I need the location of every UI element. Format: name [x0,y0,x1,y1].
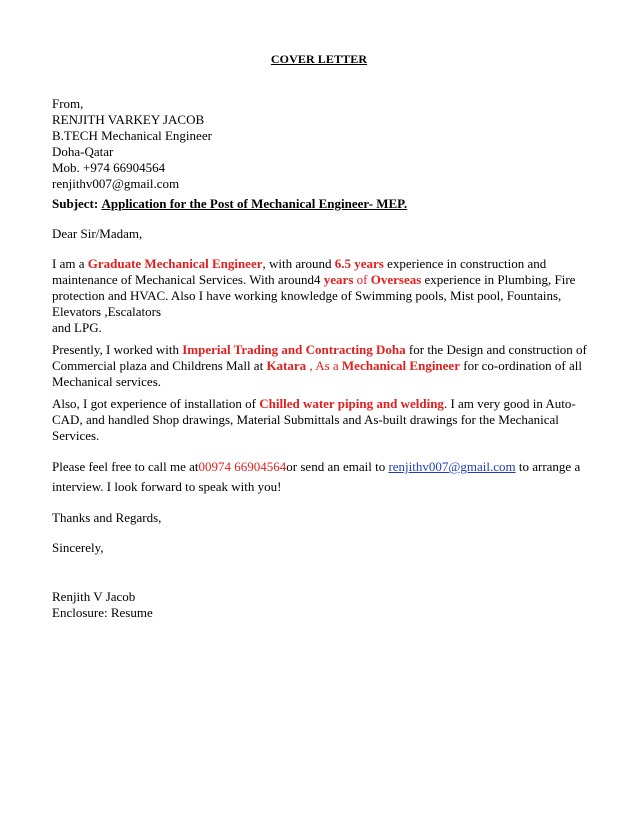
text-run: Also, I got experience of installation of [52,396,260,411]
subject-label: Subject: [52,196,99,211]
text-line: Mechanical services. [52,374,162,389]
signature-block [52,589,588,621]
paragraph-experience [52,342,588,390]
highlight-company: Imperial Trading and Contracting Doha [182,342,406,357]
highlight-years: 6.5 years [334,256,384,271]
phone-number[interactable]: 00974 66904564 [198,459,287,474]
text-line: interview. I look forward to speak with you! [52,479,282,494]
paragraph-intro [52,256,588,336]
text-run: I am a [52,256,88,271]
salutation [52,226,588,242]
highlight-role: Mechanical Engineer [341,358,460,373]
enclosure-line: Enclosure: Resume [52,605,153,620]
closing-sincerely [52,540,588,556]
highlight-katara: Katara [266,358,307,373]
text-line: CAD, and handled Shop drawings, Material Submittals and As-built drawings for the Mechanical [52,412,559,427]
text-run: Please feel free to call me at [52,459,199,474]
text-line: Elevators ,Escalators [52,304,162,319]
sender-location: Doha-Qatar [52,144,114,159]
text-run: maintenance of Mechanical Services. With around4 [52,272,324,287]
from-label: From, [52,96,84,111]
sender-name: RENJITH VARKEY JACOB [52,112,205,127]
closing-text: Sincerely, [52,540,104,555]
text-run: experience in Plumbing, Fire [421,272,576,287]
highlight-degree: Graduate Mechanical Engineer [87,256,263,271]
subject-line [52,196,588,212]
page-title: COVER LETTER [270,52,368,66]
salutation-text: Dear Sir/Madam, [52,226,143,241]
signature-name: Renjith V Jacob [52,589,136,604]
text-line: protection and HVAC. Also I have working knowledge of Swimming pools, Mist pool, Fountains, [52,288,562,303]
closing-text: Thanks and Regards, [52,510,162,525]
paragraph-contact [52,457,588,497]
sender-email: renjithv007@gmail.com [52,176,180,191]
sender-mobile: Mob. +974 66904564 [52,160,166,175]
text-run: Commercial plaza and Childrens Mall at [52,358,267,373]
text-run: . I am very good in Auto- [443,396,576,411]
text-run-of: of [353,272,371,287]
text-run: or send an email to [286,459,389,474]
text-run: for the Design and construction of [405,342,587,357]
sender-degree: B.TECH Mechanical Engineer [52,128,212,143]
subject-text: Application for the Post of Mechanical Engineer- MEP. [101,196,408,211]
text-line: and LPG. [52,320,102,335]
highlight-chilled-water: Chilled water piping and welding [259,396,444,411]
text-line: Services. [52,428,100,443]
text-run: , As a [306,358,342,373]
text-run: experience in construction and [383,256,547,271]
paragraph-skills [52,396,588,444]
closing-thanks [52,510,588,526]
email-link[interactable]: renjithv007@gmail.com [388,459,516,474]
text-run: for co-ordination of all [459,358,582,373]
text-run: to arrange a [515,459,581,474]
highlight-years-word: years [323,272,354,287]
sender-block [52,96,588,192]
text-run: , with around [262,256,335,271]
text-run: Presently, I worked with [52,342,183,357]
highlight-overseas: Overseas [370,272,422,287]
